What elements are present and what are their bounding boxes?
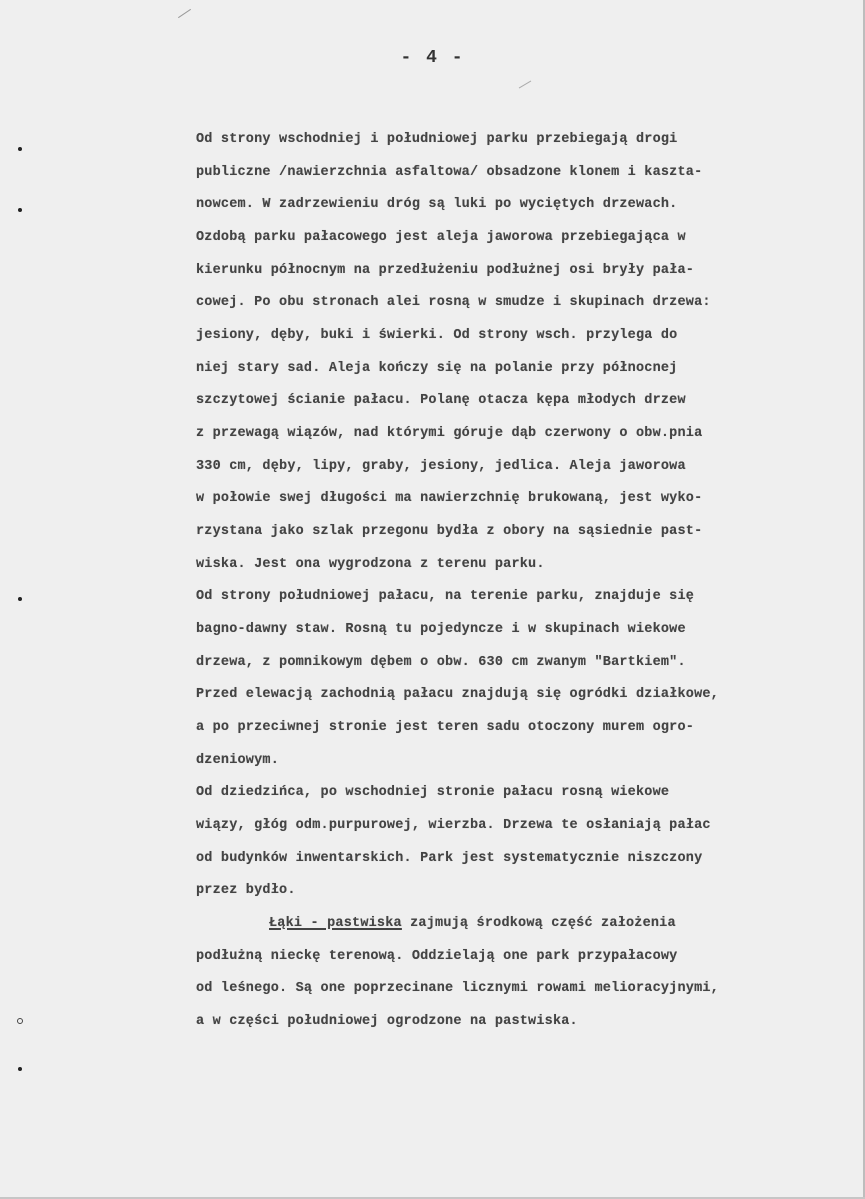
meadow-line-rest: zajmują środkową część założenia <box>401 916 676 931</box>
text-line: 330 cm, dęby, lipy, graby, jesiony, jedlica. Aleja jaworowa <box>196 459 686 474</box>
text-line: od budynków inwentarskich. Park jest systematycznie niszczony <box>196 851 703 866</box>
text-line: podłużną nieckę terenową. Oddzielają one park przypałacowy <box>196 949 678 964</box>
text-line: a w części południowej ogrodzone na pastwiska. <box>196 1014 578 1029</box>
margin-punch-ring <box>17 1018 23 1024</box>
text-line: rzystana jako szlak przegonu bydła z obory na sąsiednie past- <box>196 524 703 539</box>
meadow-paragraph-first-line <box>269 914 676 934</box>
text-line: od leśnego. Są one poprzecinane licznymi rowami melioracyjnymi, <box>196 981 719 996</box>
text-line: Od strony wschodniej i południowej parku przebiegają drogi <box>196 132 678 147</box>
margin-punch-dot <box>18 597 22 601</box>
text-line: publiczne /nawierzchnia asfaltowa/ obsadzone klonem i kaszta- <box>196 165 703 180</box>
margin-punch-dot <box>18 147 22 151</box>
text-line: z przewagą wiązów, nad którymi góruje dąb czerwony o obw.pnia <box>196 426 703 441</box>
scan-mark <box>178 9 191 18</box>
text-line: przez bydło. <box>196 883 296 898</box>
scan-mark <box>519 80 532 88</box>
text-line: kierunku północnym na przedłużeniu podłużnej osi bryły pała- <box>196 263 695 278</box>
margin-punch-dot <box>18 1067 22 1071</box>
text-line: dzeniowym. <box>196 753 280 768</box>
text-line: drzewa, z pomnikowym dębem o obw. 630 cm zwanym "Bartkiem". <box>196 655 686 670</box>
text-line: Od dziedzińca, po wschodniej stronie pałacu rosną wiekowe <box>196 785 670 800</box>
text-line: nowcem. W zadrzewieniu dróg są luki po wyciętych drzewach. <box>196 197 678 212</box>
text-line: Przed elewacją zachodnią pałacu znajdują się ogródki działkowe, <box>196 687 719 702</box>
text-line: niej stary sad. Aleja kończy się na polanie przy północnej <box>196 361 678 376</box>
text-line: Od strony południowej pałacu, na terenie parku, znajduje się <box>196 589 695 604</box>
text-line: Ozdobą parku pałacowego jest aleja jaworowa przebiegająca w <box>196 230 686 245</box>
page-number: - 4 - <box>400 48 465 68</box>
text-line: cowej. Po obu stronach alei rosną w smudze i skupinach drzewa: <box>196 295 711 310</box>
text-line: wiązy, głóg odm.purpurowej, wierzba. Drzewa te osłaniają pałac <box>196 818 711 833</box>
text-line: w połowie swej długości ma nawierzchnię brukowaną, jest wyko- <box>196 491 703 506</box>
text-line: a po przeciwnej stronie jest teren sadu otoczony murem ogro- <box>196 720 695 735</box>
text-line: bagno-dawny staw. Rosną tu pojedyncze i w skupinach wiekowe <box>196 622 686 637</box>
meadow-heading: Łąki - pastwiska <box>269 916 402 931</box>
text-line: wiska. Jest ona wygrodzona z terenu parku. <box>196 557 545 572</box>
text-line: szczytowej ścianie pałacu. Polanę otacza kępa młodych drzew <box>196 393 686 408</box>
text-line: jesiony, dęby, buki i świerki. Od strony wsch. przylega do <box>196 328 678 343</box>
margin-punch-dot <box>18 208 22 212</box>
